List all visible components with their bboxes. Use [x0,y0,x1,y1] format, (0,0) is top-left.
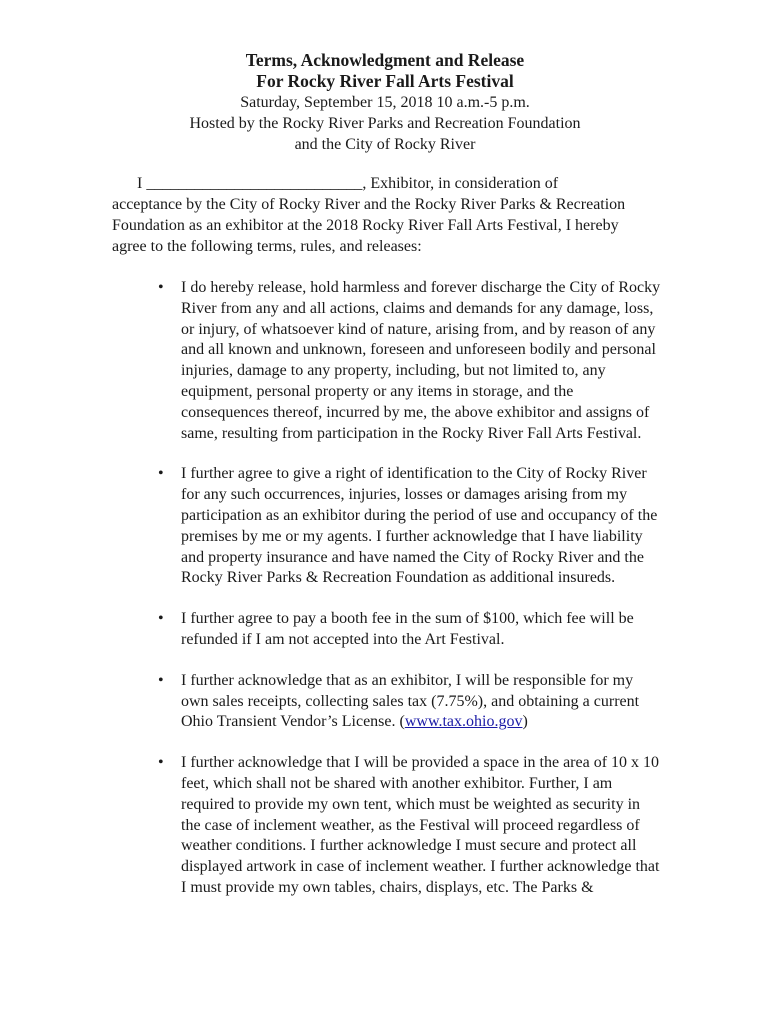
tax-website-link[interactable]: www.tax.ohio.gov [404,713,523,731]
document-subtitle: For Rocky River Fall Arts Festival [256,71,514,91]
intro-paragraph [112,173,632,257]
term-text: I do hereby release, hold harmless and forever discharge the City of Rocky River from any and all actions, claims and demands for any damage, loss, or injury, of whatsoever kind of nature, arising from, and by reason of any and all known and unknown, foreseen and unforeseen bodily and personal injuries, damage to any property, including, but not limited to, any equipment, personal property or any items in storage, and the consequences thereof, incurred by me, the above exhibitor and assigns of same, resulting from participation in the Rocky River Fall Arts Festival. [181,279,661,442]
term-item-booth-space [158,753,661,899]
term-item-identification [158,464,661,589]
term-item-sales-tax [158,671,661,733]
term-text: I further agree to pay a booth fee in the sum of $100, which fee will be refunded if I am not accepted into the Art Festival. [181,610,634,648]
bullet-icon: • [158,279,164,296]
event-date: Saturday, September 15, 2018 10 a.m.-5 p.m. [240,94,530,111]
bullet-icon: • [158,671,164,689]
terms-list [0,278,770,919]
host-line-continued: and the City of Rocky River [294,136,476,153]
term-text: I further acknowledge that as an exhibitor, I will be responsible for my own sales receipts, collecting sales tax (7.75%), and obtaining a current Ohio Transient Vendor’s License. ( [181,671,640,731]
bullet-icon: • [158,610,164,628]
document-title: Terms, Acknowledgment and Release [245,50,525,70]
bullet-icon: • [158,465,164,483]
term-text: I further agree to give a right of identification to the City of Rocky River for any such occurrences, injuries, losses or damages arising from my participation as an exhibitor during the period of use and occupancy of the premises by me or my agents. I further acknowledge that I have liability and property insurance and have named the City of Rocky River and the Rocky River Parks & Recreation Foundation as additional insureds. [181,465,658,587]
intro-text: I ___________________________, Exhibitor, in consideration of acceptance by the City of Rocky River and the Rocky River Parks & Recreation Foundation as an exhibitor at the 2018 Rocky River Fall Arts Festival, I hereby agree to the following terms, rules, and releases: [112,175,626,255]
term-text: I further acknowledge that I will be provided a space in the area of 10 x 10 feet, which shall not be shared with another exhibitor. Further, I am required to provide my own tent, which must be weighted as security in the case of inclement weather, as the Festival will proceed regardless of weather conditions. I further acknowledge I must secure and protect all displayed artwork in case of inclement weather. I further acknowledge that I must provide my own tables, chairs, displays, etc. The Parks & [181,754,660,896]
bullet-icon: • [158,754,164,772]
host-line: Hosted by the Rocky River Parks and Recreation Foundation [189,115,581,132]
term-item-release [158,278,661,444]
term-item-booth-fee [158,609,661,651]
term-text-end: ) [522,713,528,731]
document-header [0,50,770,155]
